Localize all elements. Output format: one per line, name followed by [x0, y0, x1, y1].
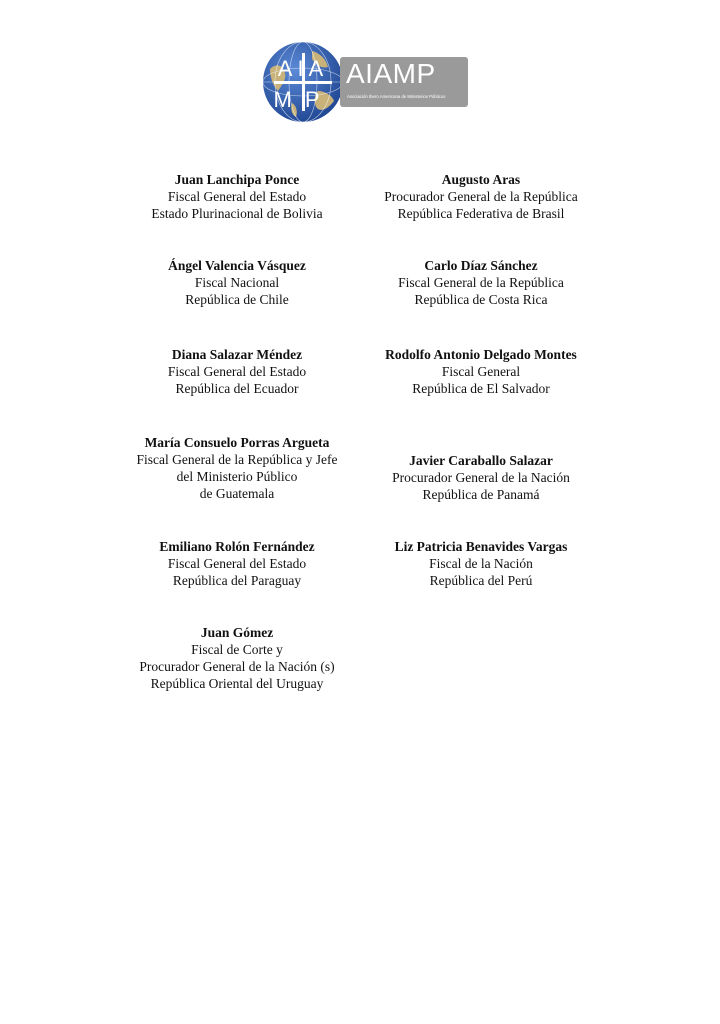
signatory-paraguay [117, 538, 357, 589]
signatory-country: República de Panamá [422, 487, 540, 502]
signatory-brasil [361, 171, 601, 222]
aiamp-logo [262, 41, 468, 123]
signatory-name: Diana Salazar Méndez [171, 347, 303, 362]
signatory-name: Emiliano Rolón Fernández [159, 539, 315, 554]
signatory-title-cont: Procurador General de la Nación (s) [139, 659, 335, 674]
logo-letters-bottom: MP [273, 87, 333, 112]
signatory-el-salvador [361, 346, 601, 397]
signatory-title: Fiscal General del Estado [167, 189, 307, 204]
signatory-title: Fiscal Nacional [194, 275, 280, 290]
signatory-title: Fiscal General del Estado [167, 364, 307, 379]
signatory-title: Fiscal de Corte y [191, 642, 283, 657]
signatory-ecuador [117, 346, 357, 397]
signatory-country: República de Costa Rica [414, 292, 548, 307]
signatory-name: María Consuelo Porras Argueta [144, 435, 330, 450]
signatory-name: Rodolfo Antonio Delgado Montes [385, 347, 577, 362]
signatory-peru [361, 538, 601, 589]
logo-title: AIAMP [346, 58, 436, 89]
signatory-uruguay [117, 624, 357, 692]
logo-letters-top: AIA [277, 56, 329, 81]
signatory-country: República de Chile [185, 292, 289, 307]
signatory-country: República Federativa de Brasil [397, 206, 565, 221]
signatory-country: República del Paraguay [172, 573, 302, 588]
signatory-name: Juan Lanchipa Ponce [174, 172, 300, 187]
signatory-chile [117, 257, 357, 308]
signatory-panama [361, 452, 601, 503]
signatory-title: Fiscal General [441, 364, 521, 379]
signatory-title: Procurador General de la República [384, 189, 578, 204]
globe-icon [262, 41, 344, 123]
signatory-bolivia [117, 171, 357, 222]
signatory-name: Liz Patricia Benavides Vargas [394, 539, 568, 554]
logo-wordmark [340, 57, 468, 107]
signatory-title: Procurador General de la Nación [392, 470, 570, 485]
logo-subtitle: Asociación Ibero Americana de Ministerios Públicos [347, 94, 446, 99]
signatory-title: Fiscal de la Nación [429, 556, 533, 571]
signatory-name: Augusto Aras [441, 172, 521, 187]
signatory-guatemala [117, 434, 357, 502]
signatory-name: Carlo Díaz Sánchez [424, 258, 538, 273]
signatory-title: Fiscal General de la República [398, 275, 564, 290]
signatory-costa-rica [361, 257, 601, 308]
signatory-name: Ángel Valencia Vásquez [168, 258, 306, 273]
signatory-title: Fiscal General del Estado [167, 556, 307, 571]
signatory-country: Estado Plurinacional de Bolivia [151, 206, 323, 221]
signatory-country: República de El Salvador [412, 381, 550, 396]
signatory-country: República Oriental del Uruguay [150, 676, 324, 691]
signatory-title-cont: del Ministerio Público [176, 469, 298, 484]
signatory-country: República del Perú [429, 573, 533, 588]
signatory-country: República del Ecuador [175, 381, 299, 396]
signatory-name: Javier Caraballo Salazar [409, 453, 553, 468]
signatory-name: Juan Gómez [200, 625, 274, 640]
signatory-title: Fiscal General de la República y Jefe [136, 452, 338, 467]
signatory-country: de Guatemala [199, 486, 275, 501]
